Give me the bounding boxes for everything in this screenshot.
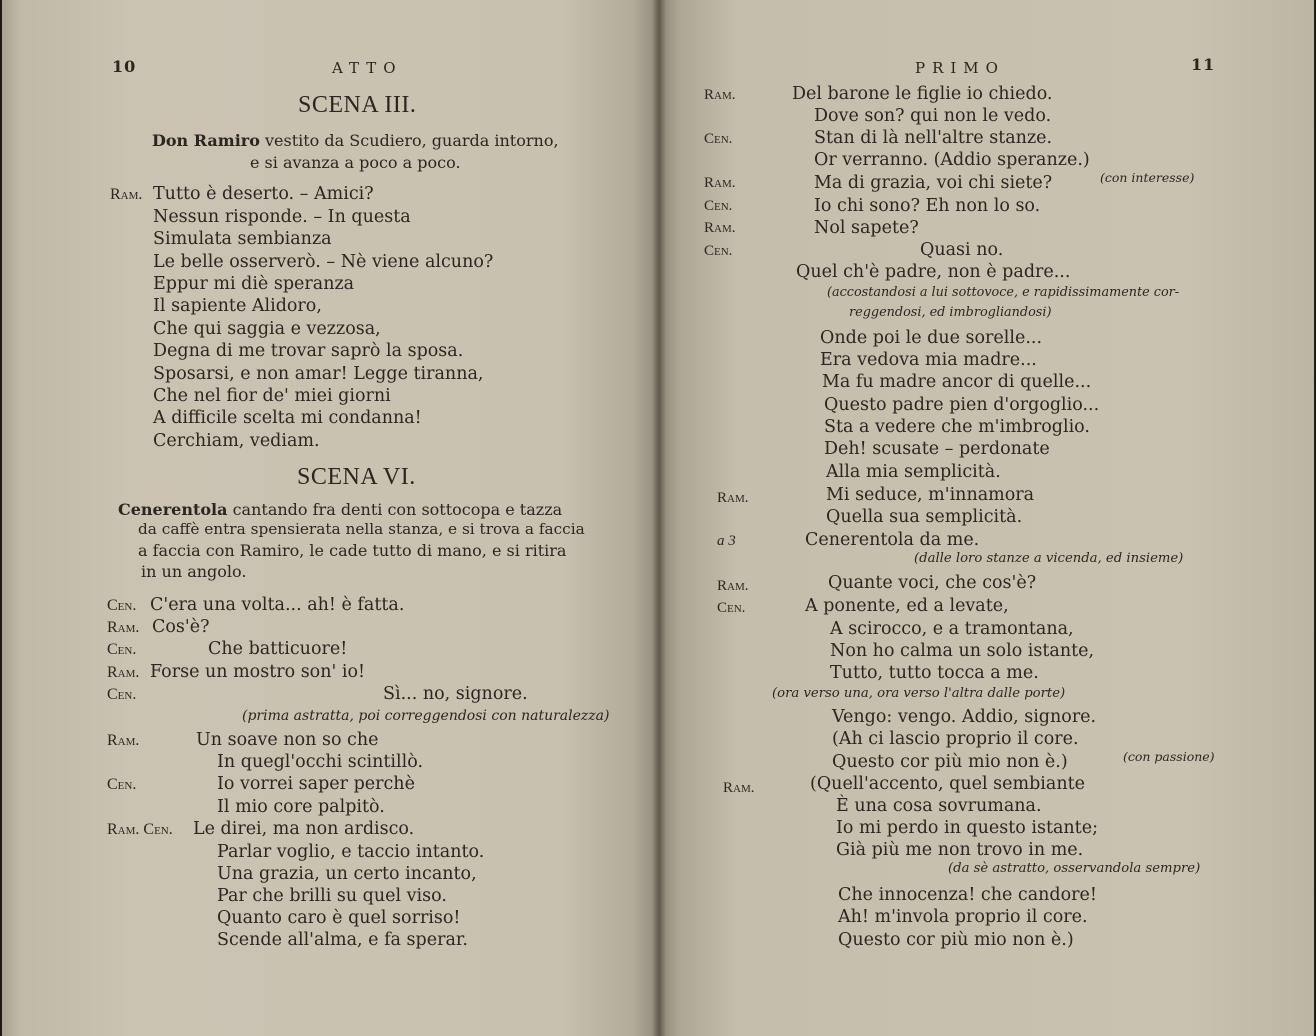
verse-line: È una cosa sovrumana. xyxy=(836,796,1042,816)
speaker-label: Ram. Cen. xyxy=(107,821,173,838)
speaker-label: Cen. xyxy=(717,600,746,616)
speaker-label: Cen. xyxy=(704,198,733,214)
scene-title: SCENA VI. xyxy=(297,464,416,490)
verse-line: Par che brilli su quel viso. xyxy=(217,886,447,906)
stage-direction xyxy=(118,500,562,519)
running-head: ATTO xyxy=(332,59,403,77)
speaker-label: Ram. xyxy=(704,175,736,191)
verse-line: C'era una volta... ah! è fatta. xyxy=(150,595,405,615)
verse-line: Che batticuore! xyxy=(208,639,348,659)
speaker-label: Ram. xyxy=(107,664,140,681)
verse-line: Sposarsi, e non amar! Legge tiranna, xyxy=(153,364,484,384)
verse-line: Nessun risponde. – In questa xyxy=(153,207,411,227)
verse-line: Quasi no. xyxy=(920,240,1004,260)
verse-line: Nol sapete? xyxy=(814,218,919,238)
verse-line: Le direi, ma non ardisco. xyxy=(193,819,415,839)
stage-direction-text: e si avanza a poco a poco. xyxy=(250,153,461,172)
page-number: 10 xyxy=(112,57,137,76)
verse-line: Ma di grazia, voi chi siete? xyxy=(814,173,1053,193)
verse-line: Scende all'alma, e fa sperar. xyxy=(217,930,468,950)
verse-line: Una grazia, un certo incanto, xyxy=(217,864,477,884)
verse-line: A scirocco, e a tramontana, xyxy=(830,619,1074,639)
verse-line: Quel ch'è padre, non è padre... xyxy=(796,262,1071,282)
stage-direction-text: cantando fra denti con sottocopa e tazza xyxy=(232,500,563,519)
right-page xyxy=(659,0,1316,1036)
verse-line: (Ah ci lascio proprio il core. xyxy=(832,729,1079,749)
stage-direction-text: in un angolo. xyxy=(141,562,247,581)
verse-line: Parlar voglio, e taccio intanto. xyxy=(217,842,485,862)
speaker-label: Cen. xyxy=(107,686,137,703)
verse-line: Cos'è? xyxy=(152,617,210,637)
verse-line: Io vorrei saper perchè xyxy=(217,774,415,794)
speaker-label: Cen. xyxy=(704,243,733,259)
speaker-label: Ram. xyxy=(717,490,749,506)
page-edge xyxy=(0,0,2,1036)
verse-line: Che innocenza! che candore! xyxy=(838,885,1097,905)
stage-direction-text: vestito da Scudiero, guarda intorno, xyxy=(264,131,559,150)
running-head: PRIMO xyxy=(915,59,1005,77)
speaker-label: Cen. xyxy=(107,776,137,793)
verse-line: Il sapiente Alidoro, xyxy=(153,296,322,316)
stage-direction-text: da caffè entra spensierata nella stanza, e si trova a faccia xyxy=(138,520,585,538)
stage-direction: (con interesse) xyxy=(1100,170,1195,185)
verse-line: Or verranno. (Addio speranze.) xyxy=(814,150,1090,170)
verse-line: Tutto è deserto. – Amici? xyxy=(153,184,374,204)
stage-direction-text: a faccia con Ramiro, le cade tutto di mano, e si ritira xyxy=(138,541,567,560)
verse-line: Questo cor più mio non è.) xyxy=(832,752,1068,772)
verse-line: Io chi sono? Eh non lo so. xyxy=(814,196,1041,216)
verse-line: Cerchiam, vediam. xyxy=(153,431,320,451)
verse-line: Del barone le figlie io chiedo. xyxy=(792,84,1053,104)
speaker-label: a 3 xyxy=(717,533,736,549)
speaker-label: Ram. xyxy=(704,87,736,103)
verse-line: Dove son? qui non le vedo. xyxy=(814,106,1052,126)
verse-line: Questo padre pien d'orgoglio... xyxy=(824,395,1100,415)
speaker-label: Ram. xyxy=(704,220,736,236)
speaker-label: Ram. xyxy=(107,619,140,636)
verse-line: Sì... no, signore. xyxy=(383,684,528,704)
verse-line: Simulata sembianza xyxy=(153,229,332,249)
verse-line: Stan di là nell'altre stanze. xyxy=(814,128,1053,148)
verse-line: Ah! m'invola proprio il core. xyxy=(838,907,1088,927)
stage-direction: reggendosi, ed imbrogliandosi) xyxy=(849,305,1052,320)
verse-line: Era vedova mia madre... xyxy=(820,350,1037,370)
speaker-label: Ram. xyxy=(110,186,143,203)
stage-direction: (da sè astratto, osservandola sempre) xyxy=(948,861,1201,876)
verse-line: Forse un mostro son' io! xyxy=(150,662,366,682)
stage-direction: (accostandosi a lui sottovoce, e rapidissimamente cor- xyxy=(827,285,1180,300)
verse-line: Che qui saggia e vezzosa, xyxy=(153,319,381,339)
speaker-label: Ram. xyxy=(717,578,749,594)
verse-line: Che nel fior de' miei giorni xyxy=(153,386,391,406)
verse-line: Quanto caro è quel sorriso! xyxy=(217,908,461,928)
verse-line: In quegl'occhi scintillò. xyxy=(217,752,424,772)
verse-line: Ma fu madre ancor di quelle... xyxy=(822,372,1092,392)
speaker-label: Cen. xyxy=(107,597,137,614)
book-gutter xyxy=(652,0,666,1036)
verse-line: Degna di me trovar saprò la sposa. xyxy=(153,341,464,361)
page-number: 11 xyxy=(1191,55,1216,74)
stage-direction: (ora verso una, ora verso l'altra dalle porte) xyxy=(772,686,1066,701)
verse-line: (Quell'accento, quel sembiante xyxy=(810,774,1085,794)
verse-line: Quella sua semplicità. xyxy=(826,507,1023,527)
verse-line: Le belle osserverò. – Nè viene alcuno? xyxy=(153,252,494,272)
stage-direction: (dalle loro stanze a vicenda, ed insieme) xyxy=(914,551,1184,566)
verse-line: Questo cor più mio non è.) xyxy=(838,930,1074,950)
verse-line: A difficile scelta mi condanna! xyxy=(153,408,422,428)
stage-direction: (prima astratta, poi correggendosi con naturalezza) xyxy=(242,708,610,724)
verse-line: Sta a vedere che m'imbroglio. xyxy=(824,417,1090,437)
verse-line: Alla mia semplicità. xyxy=(826,462,1001,482)
stage-direction xyxy=(152,131,559,150)
verse-line: Cenerentola da me. xyxy=(805,530,980,550)
verse-line: Già più me non trovo in me. xyxy=(836,840,1084,860)
speaker-label: Cen. xyxy=(704,131,733,147)
verse-line: Mi seduce, m'innamora xyxy=(826,485,1035,505)
verse-line: Vengo: vengo. Addio, signore. xyxy=(832,707,1097,727)
verse-line: Deh! scusate – perdonate xyxy=(824,439,1050,459)
verse-line: A ponente, ed a levate, xyxy=(805,596,1009,616)
verse-line: Quante voci, che cos'è? xyxy=(828,573,1037,593)
scene-title: SCENA III. xyxy=(298,92,417,118)
verse-line: Un soave non so che xyxy=(196,730,379,750)
character-name: Don Ramiro xyxy=(152,131,260,150)
speaker-label: Cen. xyxy=(107,641,137,658)
stage-direction: (con passione) xyxy=(1123,749,1215,764)
verse-line: Tutto, tutto tocca a me. xyxy=(830,663,1039,683)
verse-line: Io mi perdo in questo istante; xyxy=(836,818,1098,838)
speaker-label: Ram. xyxy=(723,780,755,796)
speaker-label: Ram. xyxy=(107,732,140,749)
character-name: Cenerentola xyxy=(118,500,228,519)
verse-line: Il mio core palpitò. xyxy=(217,797,385,817)
verse-line: Onde poi le due sorelle... xyxy=(820,328,1043,348)
verse-line: Eppur mi diè speranza xyxy=(153,274,355,294)
verse-line: Non ho calma un solo istante, xyxy=(830,641,1095,661)
